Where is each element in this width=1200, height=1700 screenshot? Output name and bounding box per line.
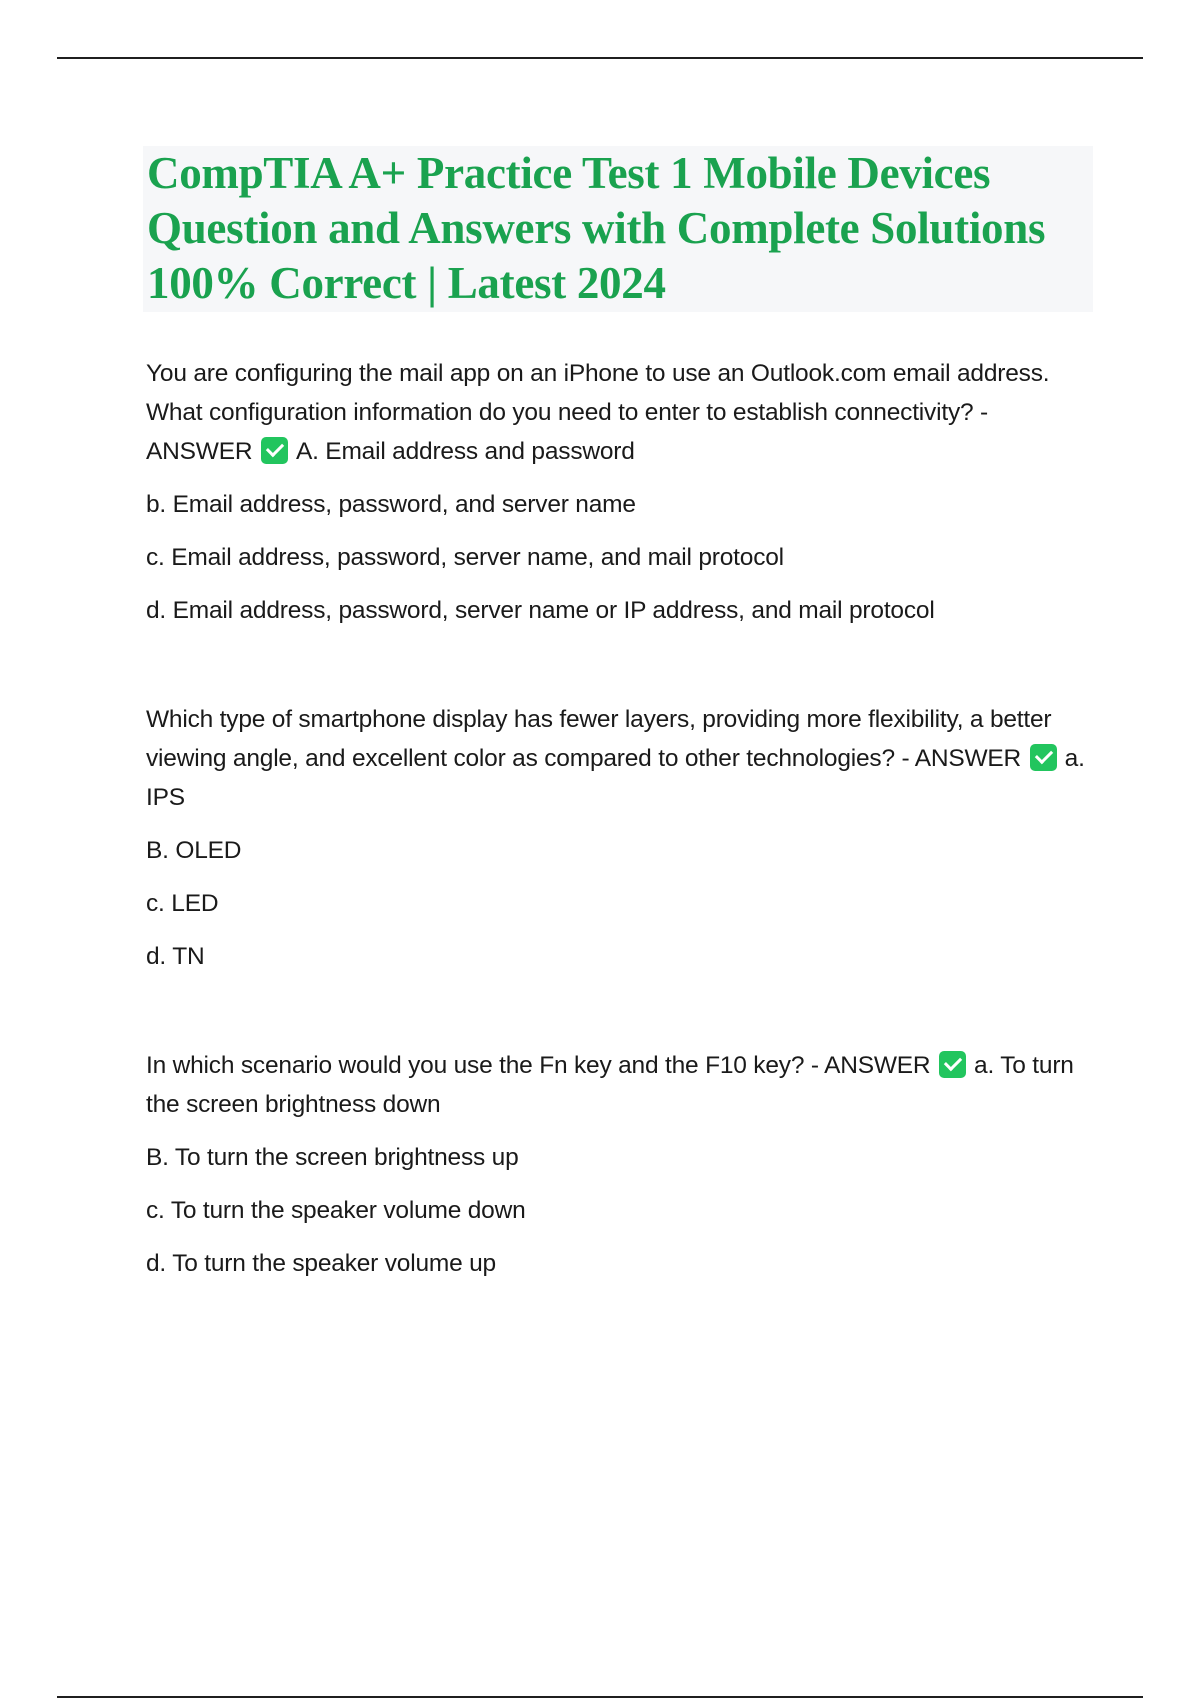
answer-option: d. Email address, password, server name or IP address, and mail protocol bbox=[146, 597, 935, 624]
title-banner bbox=[143, 146, 1093, 312]
question-text bbox=[146, 1046, 1091, 1124]
top-divider bbox=[57, 57, 1143, 59]
question-text bbox=[146, 354, 1091, 471]
question-prompt: You are configuring the mail app on an iPhone to use an Outlook.com email address. What configuration information do you need to enter to establish connectivity? - ANSWER bbox=[146, 360, 1050, 465]
check-mark-icon bbox=[1030, 744, 1057, 771]
answer-option: b. Email address, password, and server name bbox=[146, 491, 636, 518]
answer-option: B. To turn the screen brightness up bbox=[146, 1144, 519, 1171]
answer-option: c. LED bbox=[146, 890, 219, 917]
question-prompt: Which type of smartphone display has fewer layers, providing more flexibility, a better viewing angle, and excellent color as compared to other technologies? - ANSWER bbox=[146, 706, 1052, 772]
answer-text: a. IPS bbox=[146, 745, 1085, 811]
bottom-divider bbox=[57, 1696, 1143, 1698]
answer-text: a. To turn the screen brightness down bbox=[146, 1052, 1074, 1118]
answer-option: d. To turn the speaker volume up bbox=[146, 1250, 496, 1277]
answer-option: B. OLED bbox=[146, 837, 242, 864]
question-list bbox=[146, 354, 1091, 1283]
question-block bbox=[146, 1046, 1091, 1283]
page-title: CompTIA A+ Practice Test 1 Mobile Devices Question and Answers with Complete Solutions 100% Correct | Latest 2024 bbox=[147, 148, 1046, 308]
question-block bbox=[146, 700, 1091, 976]
question-prompt: In which scenario would you use the Fn key and the F10 key? - ANSWER bbox=[146, 1052, 938, 1079]
answer-option: d. TN bbox=[146, 943, 205, 970]
answer-option: c. Email address, password, server name, and mail protocol bbox=[146, 544, 784, 571]
check-mark-icon bbox=[261, 437, 288, 464]
answer-option: c. To turn the speaker volume down bbox=[146, 1197, 526, 1224]
answer-text: A. Email address and password bbox=[295, 438, 635, 465]
check-mark-icon bbox=[939, 1051, 966, 1078]
question-text bbox=[146, 700, 1091, 817]
question-block bbox=[146, 354, 1091, 630]
